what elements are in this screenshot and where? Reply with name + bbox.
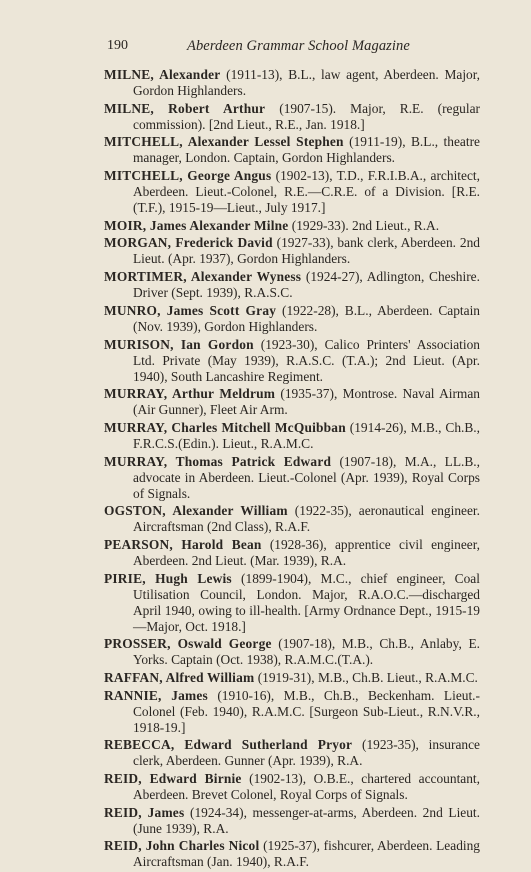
entry-name: MURRAY, Arthur Meldrum (104, 386, 276, 402)
list-item (104, 805, 480, 837)
entry-details: (1935-37), Montrose. Naval Airman (Air Gunner), Fleet Air Arm. (133, 386, 480, 418)
entry-details: (1907-18), M.B., Ch.B., Anlaby, E. Yorks. Captain (Oct. 1938), R.A.M.C.(T.A.). (133, 636, 480, 668)
entry-name: REID, John Charles Nicol (104, 838, 260, 854)
entry-name: MOIR, James Alexander Milne (104, 217, 289, 233)
entry-details: (1902-13), O.B.E., chartered accountant, Aberdeen. Brevet Colonel, Royal Corps of Signals. (133, 771, 481, 803)
entry-name: OGSTON, Alexander William (104, 503, 288, 519)
list-item (104, 386, 480, 418)
entry-details: (1925-37), fishcurer, Aberdeen. Leading Aircraftsman (Jan. 1940), R.A.F. (133, 838, 480, 870)
entry-details: (1914-26), M.B., Ch.B., F.R.C.S.(Edin.). Lieut., R.A.M.C. (133, 419, 480, 451)
entry-details: (1927-33), bank clerk, Aberdeen. 2nd Lieut. (Apr. 1937), Gordon Highlanders. (133, 235, 481, 267)
entry-name: PIRIE, Hugh Lewis (104, 570, 232, 586)
entry-details: (1922-35), aeronautical engineer. Aircraftsman (2nd Class), R.A.F. (133, 503, 480, 535)
list-item (104, 134, 480, 166)
list-item (104, 670, 480, 686)
entry-details: (1924-34), messenger-at-arms, Aberdeen. 2nd Lieut. (June 1939), R.A. (133, 804, 481, 836)
list-item (104, 571, 480, 635)
list-item (104, 771, 480, 803)
entry-name: MORGAN, Frederick David (104, 235, 273, 251)
entry-details: (1911-13), B.L., law agent, Aberdeen. Major, Gordon Highlanders. (133, 67, 481, 98)
list-item (104, 537, 480, 569)
entry-details: (1923-30), Calico Printers' Association Ltd. Private (May 1939), R.A.S.C. (T.A.); 2nd Lieut. (Apr. 1940), South Lancashire Regiment. (133, 336, 480, 384)
list-item (104, 101, 480, 133)
entry-name: RANNIE, James (104, 687, 208, 703)
list-item (104, 454, 480, 502)
list-item (104, 168, 480, 216)
entry-details: (1910-16), M.B., Ch.B., Beckenham. Lieut.-Colonel (Feb. 1940), R.A.M.C. [Surgeon Sub-Lieut., R.N.V.R., 1918-19.] (133, 687, 480, 735)
entry-name: MITCHELL, George Angus (104, 168, 272, 184)
entry-name: REBECCA, Edward Sutherland Pryor (104, 737, 353, 753)
entry-name: MILNE, Alexander (104, 67, 221, 82)
entry-name: PEARSON, Harold Bean (104, 536, 262, 552)
list-item (104, 337, 480, 385)
list-item (104, 269, 480, 301)
entry-details: (1902-13), T.D., F.R.I.B.A., architect, Aberdeen. Lieut.-Colonel, R.E.—C.R.E. of a Division. [R.E. (T.F.), 1915-19—Lieut., July 1917.] (133, 168, 480, 216)
list-item (104, 737, 480, 769)
running-title: Aberdeen Grammar School Magazine (187, 38, 410, 54)
entry-name: REID, Edward Birnie (104, 771, 242, 787)
list-item (104, 503, 480, 535)
entry-details: (1907-15). Major, R.E. (regular commission). [2nd Lieut., R.E., Jan. 1918.] (133, 100, 480, 132)
list-item (104, 636, 480, 668)
list-item (104, 218, 480, 234)
entry-name: MURRAY, Thomas Patrick Edward (104, 453, 332, 469)
entry-name: PROSSER, Oswald George (104, 636, 272, 652)
entry-details: (1919-31), M.B., Ch.B. Lieut., R.A.M.C. (257, 670, 478, 685)
entry-name: MILNE, Robert Arthur (104, 100, 266, 116)
entry-details: (1922-28), B.L., Aberdeen. Captain (Nov. 1939), Gordon Highlanders. (133, 302, 480, 334)
entry-name: MURRAY, Charles Mitchell McQuibban (104, 419, 346, 435)
entry-name: MORTIMER, Alexander Wyness (104, 269, 302, 285)
entry-details: (1924-27), Adlington, Cheshire. Driver (Sept. 1939), R.A.S.C. (133, 269, 480, 301)
entry-details: (1911-19), B.L., theatre manager, London. Captain, Gordon Highlanders. (133, 134, 480, 166)
entry-name: MUNRO, James Scott Gray (104, 302, 277, 318)
list-item (104, 303, 480, 335)
entry-name: RAFFAN, Alfred William (104, 670, 255, 685)
page-header (107, 38, 479, 58)
page-number: 190 (107, 38, 128, 53)
list-item (104, 67, 480, 99)
entry-details: (1923-35), insurance clerk, Aberdeen. Gunner (Apr. 1939), R.A. (133, 737, 480, 769)
entry-details: (1899-1904), M.C., chief engineer, Coal Utilisation Council, London. Major, R.A.O.C.—discharged April 1940, owing to ill-health. [Army Ordnance Dept., 1915-19—Major, Oct. 1918.] (133, 570, 480, 634)
list-item (104, 420, 480, 452)
entry-name: MURISON, Ian Gordon (104, 336, 254, 352)
entry-details: (1929-33). 2nd Lieut., R.A. (291, 217, 440, 233)
entry-name: MITCHELL, Alexander Lessel Stephen (104, 134, 344, 150)
entry-details: (1928-36), apprentice civil engineer, Aberdeen. 2nd Lieut. (Mar. 1939), R.A. (133, 536, 480, 568)
entry-name: REID, James (104, 804, 185, 820)
roll-of-service-list (104, 67, 480, 872)
entry-details: (1907-18), M.A., LL.B., advocate in Aberdeen. Lieut.-Colonel (Apr. 1939), Royal Corps of Signals. (133, 453, 480, 501)
list-item (104, 838, 480, 870)
list-item (104, 688, 480, 736)
list-item (104, 235, 480, 267)
